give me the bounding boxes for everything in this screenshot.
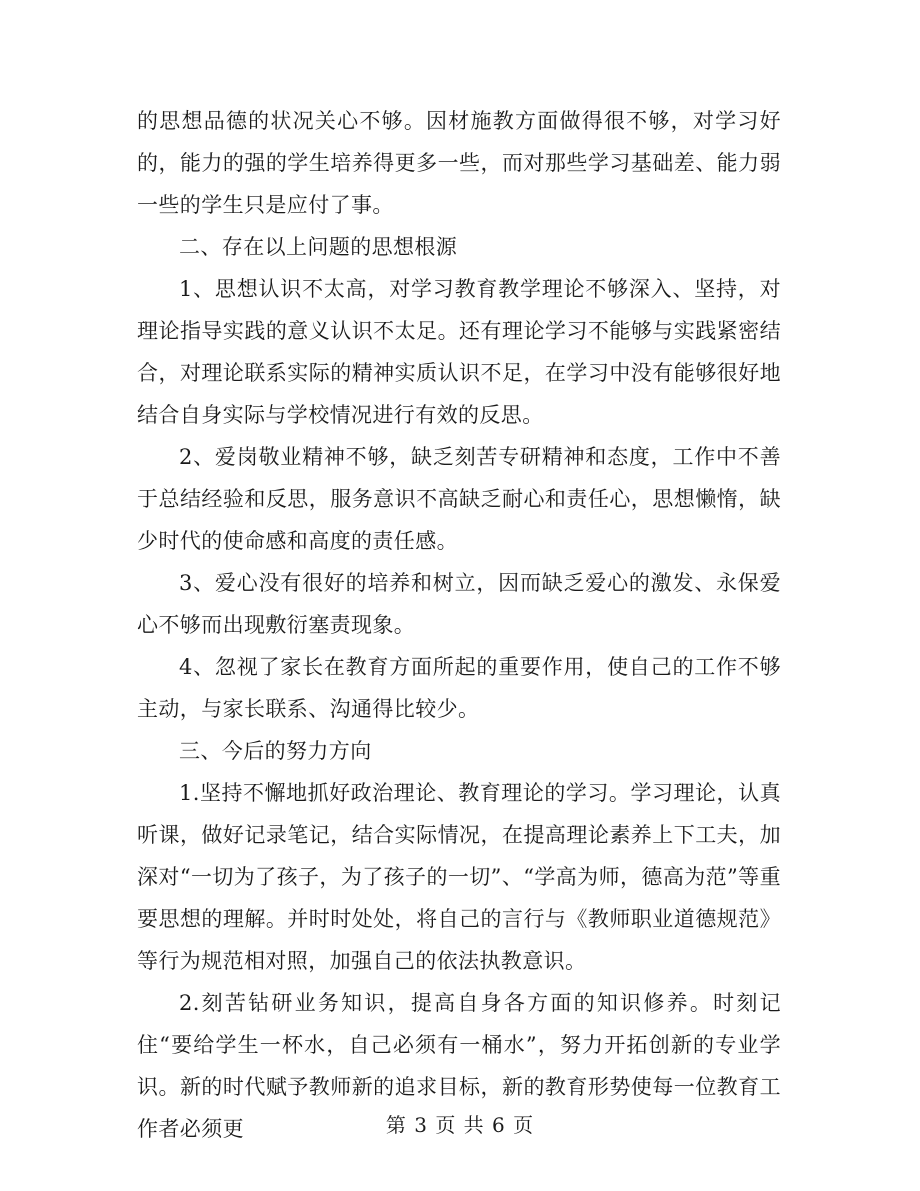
paragraph-direction-2: 2.刻苦钻研业务知识，提高自身各方面的知识修养。时刻记住“要给学生一杯水，自己必须有一桶水”，努力开拓创新的专业学识。新的时代赋予教师新的追求目标，新的教育形势使每一位教育工作者必须更 [137,991,781,1141]
paragraph-direction-1: 1.坚持不懈地抓好政治理论、教育理论的学习。学习理论，认真听课，做好记录笔记，结合实际情况，在提高理论素养上下工夫，加深对“一切为了孩子，为了孩子的一切”、“学高为师，德高为范”等重要思想的理解。并时时处处，将自己的言行与《教师职业道德规范》等行为规范相对照，加强自己的依法执教意识。 [137,781,781,973]
document-body [137,100,781,1150]
page-footer [0,1111,920,1139]
section-heading-3: 三、今后的努力方向 [179,739,372,763]
section-heading-2: 二、存在以上问题的思想根源 [179,235,458,259]
paragraph-item-1: 1、思想认识不太高，对学习教育教学理论不够深入、坚持，对理论指导实践的意义认识不太足。还有理论学习不能够与实践紧密结合，对理论联系实际的精神实质认识不足，在学习中没有能够很好地结合自身实际与学校情况进行有效的反思。 [137,277,781,427]
paragraph-item-3: 3、爱心没有很好的培养和树立，因而缺乏爱心的激发、永保爱心不够而出现敷衍塞责现象。 [137,571,781,637]
paragraph-item-2: 2、爱岗敬业精神不够，缺乏刻苦专研精神和态度，工作中不善于总结经验和反思，服务意识不高缺乏耐心和责任心，思想懒惰，缺少时代的使命感和高度的责任感。 [137,445,781,553]
page-number-label: 第 3 页 共 6 页 [385,1113,535,1137]
paragraph-item-4: 4、忽视了家长在教育方面所起的重要作用，使自己的工作不够主动，与家长联系、沟通得比较少。 [137,655,781,721]
paragraph-continuation: 的思想品德的状况关心不够。因材施教方面做得很不够，对学习好的，能力的强的学生培养得更多一些，而对那些学习基础差、能力弱一些的学生只是应付了事。 [137,109,781,217]
